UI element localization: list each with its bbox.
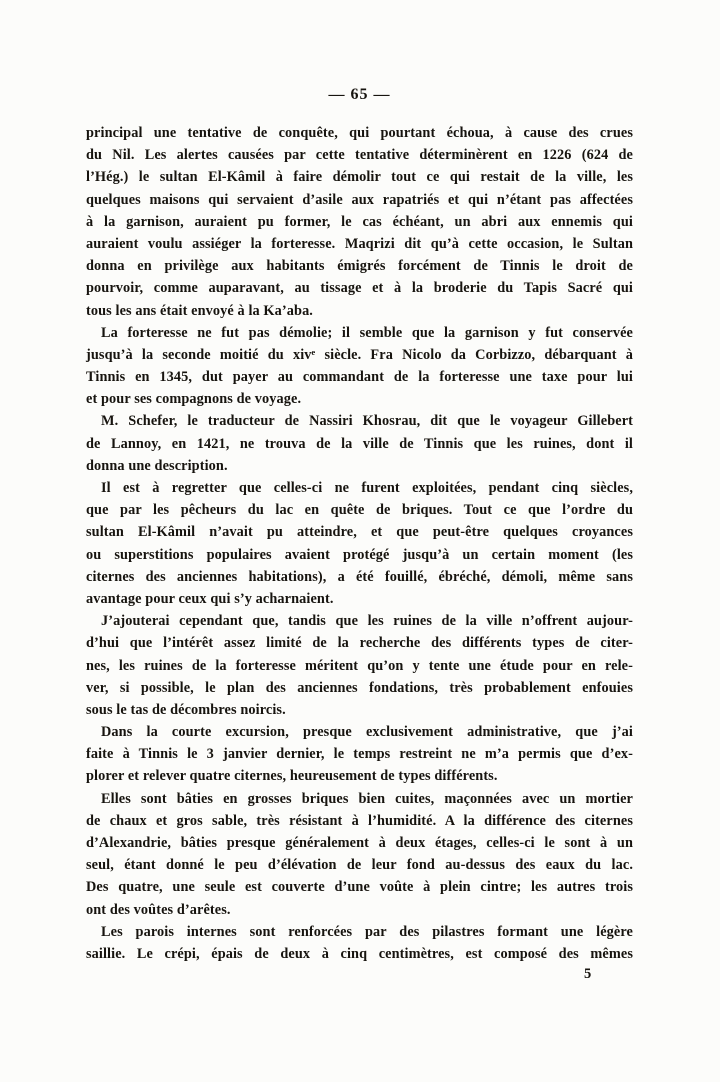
- text-line: d’Alexandrie, bâties presque généralement à deux étages, celles-ci le sont à un: [86, 835, 633, 851]
- text-line: auraient voulu assiéger la forteresse. Maqrizi dit qu’à cette occasion, le Sultan: [86, 235, 633, 252]
- paragraph: [86, 410, 633, 477]
- text-line: de Lannoy, en 1421, ne trouva de la ville de Tinnis que les ruines, dont il: [86, 435, 633, 452]
- text-line: ont des voûtes d’arêtes.: [86, 901, 231, 918]
- text-line: principal une tentative de conquête, qui pourtant échoua, à cause des crues: [86, 125, 633, 141]
- text-line: jusqu’à la seconde moitié du xivᵉ siècle. Fra Nicolo da Corbizzo, débarquant à: [86, 346, 633, 363]
- text-line: Tinnis en 1345, dut payer au commandant de la forteresse une taxe pour lui: [86, 369, 633, 386]
- text-line: citernes des anciennes habitations), a été fouillé, ébréché, démoli, même sans: [86, 568, 633, 585]
- text-line: et pour ses compagnons de voyage.: [86, 391, 302, 408]
- text-line: l’Hég.) le sultan El-Kâmil à faire démolir tout ce qui restait de la ville, les: [86, 169, 633, 186]
- signature-mark: 5: [584, 966, 592, 982]
- text-line: tous les ans était envoyé à la Ka’aba.: [86, 302, 313, 319]
- text-line: Des quatre, une seule est couverte d’une voûte à plein cintre; les autres trois: [86, 879, 633, 896]
- page-number-header: — 65 —: [328, 86, 391, 103]
- text-line: sultan El-Kâmil n’avait pu atteindre, et que peut-être quelques croyances: [86, 524, 633, 541]
- text-line: de chaux et gros sable, très résistant à l’humidité. A la différence des citernes: [86, 812, 633, 829]
- text-block: [86, 122, 633, 965]
- text-line: donna une description.: [86, 457, 228, 474]
- text-line: sous le tas de décombres noircis.: [86, 701, 286, 718]
- text-line: avantage pour ceux qui s’y acharnaient.: [86, 590, 334, 607]
- paragraph: [86, 322, 633, 411]
- text-line: donna en privilège aux habitants émigrés forcément de Tinnis le droit de: [86, 258, 633, 275]
- text-line: du Nil. Les alertes causées par cette tentative déterminèrent en 1226 (624 de: [86, 147, 633, 164]
- text-line: d’hui que l’intérêt assez limité de la recherche des différents types de citer-: [86, 635, 633, 652]
- paragraph: [86, 788, 633, 921]
- text-line: ou superstitions populaires avaient protégé jusqu’à un certain moment (les: [86, 546, 633, 563]
- text-line: quelques maisons qui servaient d’asile aux rapatriés et qui n’étant pas affectées: [86, 191, 633, 208]
- paragraph: [86, 610, 633, 721]
- text-line: Elles sont bâties en grosses briques bien cuites, maçonnées avec un mortier: [101, 790, 633, 807]
- text-line: Il est à regretter que celles-ci ne furent exploitées, pendant cinq siècles,: [101, 480, 633, 496]
- text-line: M. Schefer, le traducteur de Nassiri Khosrau, dit que le voyageur Gillebert: [101, 413, 633, 430]
- paragraph: [86, 477, 633, 610]
- paragraph: [86, 122, 633, 322]
- text-line: pourvoir, comme auparavant, au tissage et à la broderie du Tapis Sacré qui: [86, 280, 633, 297]
- text-line: La forteresse ne fut pas démolie; il semble que la garnison y fut conservée: [101, 324, 633, 341]
- text-line: saillie. Le crépi, épais de deux à cinq centimètres, est composé des mêmes: [86, 945, 633, 962]
- text-line: Les parois internes sont renforcées par des pilastres formant une légère: [101, 923, 633, 940]
- text-line: à la garnison, auraient pu former, le cas échéant, un abri aux ennemis qui: [86, 213, 633, 230]
- text-line: seul, étant donné le peu d’élévation de leur fond au-dessus des eaux du lac.: [86, 857, 633, 874]
- text-line: ver, si possible, le plan des anciennes fondations, très probablement enfouies: [86, 679, 633, 696]
- text-line: J’ajouterai cependant que, tandis que les ruines de la ville n’offrent aujour-: [101, 613, 633, 630]
- text-line: Dans la courte excursion, presque exclusivement administrative, que j’ai: [101, 724, 633, 741]
- text-line: faite à Tinnis le 3 janvier dernier, le temps restreint ne m’a permis que d’ex-: [86, 746, 633, 763]
- paragraph: [86, 721, 633, 788]
- text-line: que par les pêcheurs du lac en quête de briques. Tout ce que l’ordre du: [86, 502, 633, 519]
- paragraph: [86, 921, 633, 965]
- text-line: nes, les ruines de la forteresse méritent qu’on y tente une étude pour en rele-: [86, 657, 633, 674]
- text-line: plorer et relever quatre citernes, heureusement de types différents.: [86, 768, 498, 785]
